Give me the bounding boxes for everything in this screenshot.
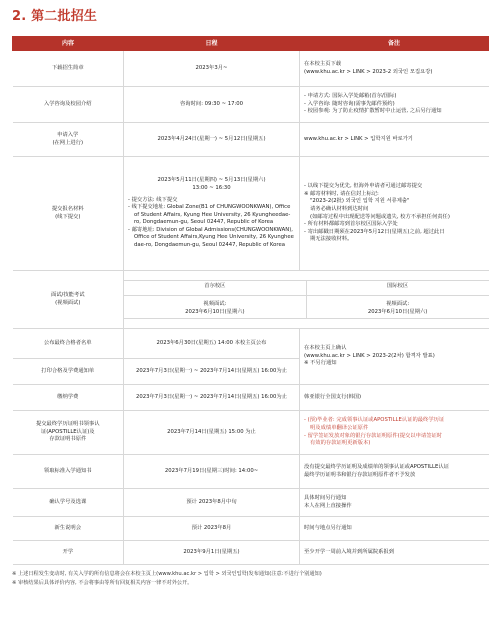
campus-split bbox=[124, 280, 489, 320]
campus-seoul: 首尔校区 bbox=[124, 280, 306, 296]
cell-line: - 校园参观: 为了防止疫情扩散暂时中止运营, 之后另行通知 bbox=[304, 108, 442, 115]
cell-line: - 线下提交地址: Global Zone(B1 of CHUNGWOONKWAN), Office bbox=[128, 204, 291, 211]
row-note bbox=[300, 329, 489, 385]
cell-line: 在本校主页上确认 bbox=[304, 345, 347, 352]
section-title: 2. 第二批招生 bbox=[12, 9, 98, 24]
cell-line: "2023-2(2批) 외국인 입학 지원 서류제출" bbox=[310, 198, 410, 205]
cell-line: 2023年9月1日(星期五) bbox=[183, 548, 240, 555]
cell-line: 2023年6月30日(星期五) 14:00 本校主页公布 bbox=[156, 339, 267, 346]
table-row bbox=[13, 123, 489, 157]
cell-line: 缴纳学费 bbox=[57, 393, 79, 400]
table-row bbox=[13, 271, 489, 329]
cell-line: 确认学号及选课 bbox=[49, 498, 87, 505]
cell-line: (视频面试) bbox=[55, 299, 81, 306]
cell-line: (在网上进行) bbox=[52, 139, 84, 146]
row-item bbox=[13, 51, 124, 87]
row-date bbox=[124, 87, 300, 123]
row-date bbox=[124, 489, 300, 517]
cell-line: 具体时间另行通知 bbox=[304, 494, 347, 501]
cell-line: 视频面试: bbox=[203, 301, 227, 308]
campus-seoul-detail bbox=[124, 296, 306, 319]
cell-line: 至少开学一周前入境并到所属院系报到 bbox=[304, 548, 395, 555]
row-note bbox=[300, 87, 489, 123]
cell-line: - 以线下提交为优先, 但海外申请者可通过邮寄提交 bbox=[304, 183, 423, 190]
cell-line: 韩亚银行全国支行(韩国) bbox=[304, 393, 362, 400]
row-note bbox=[300, 517, 489, 541]
cell-line: ro, Dongdaemun-gu, Seoul 02447, Republic of Korea bbox=[134, 219, 274, 226]
row-item bbox=[13, 411, 124, 455]
cell-line: 请务必确认材料到达时间 bbox=[310, 205, 369, 212]
cell-line: 下载招生简章 bbox=[51, 64, 84, 71]
cell-line: ※ 不另行通知 bbox=[304, 360, 337, 367]
cell-line: of Student Affairs, Kyung Hee University, 26 Kyungheedae- bbox=[134, 211, 291, 218]
row-date bbox=[124, 359, 300, 385]
table-row bbox=[13, 385, 489, 411]
row-item bbox=[13, 157, 124, 271]
schedule-table bbox=[12, 36, 489, 565]
footnotes bbox=[12, 570, 488, 588]
row-item bbox=[13, 517, 124, 541]
cell-line: 2023年4月24日(星期一) ~ 5月12日(星期五) bbox=[157, 135, 266, 142]
cell-line: 证(APOSTILLE认证)及 bbox=[40, 428, 95, 435]
cell-line: - (预)毕业者: 完成领事认证或APOSTILLE认证的最终学历证 bbox=[304, 417, 445, 424]
table-row bbox=[13, 157, 489, 271]
table-row bbox=[13, 87, 489, 123]
cell-line: 视频面试: bbox=[386, 301, 410, 308]
row-date bbox=[124, 517, 300, 541]
cell-line: 新生说明会 bbox=[54, 524, 81, 531]
row-note bbox=[300, 157, 489, 271]
row-note bbox=[300, 541, 489, 565]
row-date bbox=[124, 123, 300, 157]
cell-line: - 所有材料都邮寄到首尔校区国际入学处 bbox=[304, 221, 398, 228]
row-note bbox=[300, 455, 489, 489]
table-row bbox=[13, 489, 489, 517]
row-item bbox=[13, 271, 124, 329]
cell-line: dae-ro, Dongdaemun-gu, Seoul 02447, Republic of Korea bbox=[134, 242, 285, 249]
cell-line: 开学 bbox=[62, 548, 74, 555]
cell-line: 本人在网上直接操作 bbox=[304, 502, 352, 509]
table-row bbox=[13, 517, 489, 541]
cell-line: 2023年5月11日(星期四) ~ 5月13日(星期六) bbox=[157, 177, 266, 184]
row-date bbox=[124, 385, 300, 411]
cell-line: 2023年7月3日(星期一) ~ 2023年7月14日(星期五) 16:00为止 bbox=[136, 367, 287, 374]
row-date bbox=[124, 541, 300, 565]
cell-line: (线下提交) bbox=[55, 213, 81, 220]
cell-line: 没有提交最终学历证明及成绩单的领事认证或APOSTILLE认证 bbox=[304, 463, 449, 470]
cell-line: 2023年7月19日(星期三)时间: 14:00~ bbox=[164, 467, 259, 474]
row-item bbox=[13, 87, 124, 123]
cell-line: - 提交方法: 线下提交 bbox=[128, 196, 178, 203]
row-date bbox=[124, 411, 300, 455]
row-item bbox=[13, 385, 124, 411]
cell-line: - 申请方式: 国际入学处邮箱(首尔/国际) bbox=[304, 93, 397, 100]
cell-line: 入学咨询及校园介绍 bbox=[43, 100, 92, 107]
cell-line: 最终学历证明书和银行存款证明原件者不予发放 bbox=[304, 471, 416, 478]
row-date bbox=[124, 329, 300, 359]
row-date bbox=[124, 455, 300, 489]
cell-line: 提交最终学历证明书领事认 bbox=[35, 421, 100, 428]
cell-line: 申请入学 bbox=[57, 131, 79, 138]
campus-global: 国际校区 bbox=[306, 280, 488, 296]
row-note bbox=[300, 411, 489, 455]
cell-line: 2023年6月10日(星期六) bbox=[367, 308, 428, 315]
row-interview-campuses bbox=[124, 271, 489, 329]
cell-line: 公布最终合格者名单 bbox=[43, 339, 92, 346]
header-note: 备注 bbox=[300, 37, 489, 51]
row-note bbox=[300, 123, 489, 157]
cell-line: 明及成绩单翻译公证原件 bbox=[310, 424, 369, 431]
cell-line: 2023年7月14日(星期五) 15:00 为止 bbox=[167, 428, 256, 435]
cell-line: 2023年6月10日(星期六) bbox=[185, 308, 245, 315]
cell-line: - 入学咨询: 随时咨询(需事先邮件预约) bbox=[304, 100, 395, 107]
row-date bbox=[124, 157, 300, 271]
row-note bbox=[300, 51, 489, 87]
row-item bbox=[13, 455, 124, 489]
cell-line: 时间与地点另行通知 bbox=[304, 524, 352, 531]
cell-line: Office of Student Affairs,Kyung Hee University, 26 Kyunghee bbox=[134, 234, 294, 241]
table-row bbox=[13, 455, 489, 489]
cell-line: 存款证明书原件 bbox=[49, 436, 87, 443]
cell-line: 有效的存款证明更新版本) bbox=[310, 440, 371, 447]
footnote: ※ 审核结果后具体评价内容, 不会将事由等所有回复相关内容一律不对外公开。 bbox=[12, 580, 193, 586]
cell-line: - 留学签证发放对象的银行存款证明原件(提交以申请签证时 bbox=[304, 432, 443, 439]
cell-line: www.khu.ac.kr > LINK > 입학지원 바로가기 bbox=[304, 135, 413, 142]
cell-line: 在本校主页下载 bbox=[304, 60, 342, 67]
table-row bbox=[13, 541, 489, 565]
cell-line: - 邮寄地址: Division of Global Admissions(CHUNGWOONKWAN), bbox=[128, 226, 293, 233]
row-item bbox=[13, 489, 124, 517]
cell-line: 领取标准入学通知书 bbox=[43, 467, 92, 474]
header-date: 日程 bbox=[124, 37, 300, 51]
row-date bbox=[124, 51, 300, 87]
cell-line: 13:00 ~ 16:30 bbox=[192, 184, 231, 191]
cell-line: 提交报名材料 bbox=[51, 205, 84, 212]
cell-line: (www.khu.ac.kr > LINK > 2023-2(2차) 합격자 발표) bbox=[304, 352, 435, 359]
cell-line: 咨询时间: 09:30 ~ 17:00 bbox=[180, 100, 243, 107]
cell-line: 预计 2023年8月中旬 bbox=[186, 498, 237, 505]
campus-global-detail bbox=[306, 296, 488, 319]
row-note bbox=[300, 489, 489, 517]
cell-line: (www.khu.ac.kr > LINK > 2023-2 외국인 모집요강) bbox=[304, 68, 433, 75]
cell-line: - 寄出邮戳日期须在2023年5月12日(星期五)之前, 超过此日 bbox=[304, 228, 445, 235]
table-row bbox=[13, 411, 489, 455]
cell-line: 2023年3月~ bbox=[195, 64, 228, 71]
row-item bbox=[13, 123, 124, 157]
header-item: 内容 bbox=[13, 37, 124, 51]
row-item bbox=[13, 359, 124, 385]
cell-line: ※ 邮寄材料时, 请在信封上标记: bbox=[304, 190, 379, 197]
cell-line: 期无法接收材料。 bbox=[310, 236, 353, 243]
table-row bbox=[13, 329, 489, 359]
cell-line: 预计 2023年8月 bbox=[191, 524, 232, 531]
table-header-row bbox=[13, 37, 489, 51]
cell-line: (如邮寄过程中出现配送等问题或遗失, 校方不承担任何责任) bbox=[310, 213, 450, 220]
row-note bbox=[300, 385, 489, 411]
footnote: ※ 上述日程发生变动时, 有关入学的所有信息将会在本校主页上(www.khu.ac.kr > 입학 > 외국인입학)发布通知(注意:不进行个别通知) bbox=[12, 571, 322, 577]
cell-line: 2023年7月3日(星期一) ~ 2023年7月14日(星期五) 16:00为止 bbox=[136, 393, 287, 400]
cell-line: 面试/技能考试 bbox=[50, 291, 85, 298]
table-row bbox=[13, 51, 489, 87]
cell-line: 打印合格及学费通知单 bbox=[41, 367, 95, 374]
row-item bbox=[13, 541, 124, 565]
row-item bbox=[13, 329, 124, 359]
